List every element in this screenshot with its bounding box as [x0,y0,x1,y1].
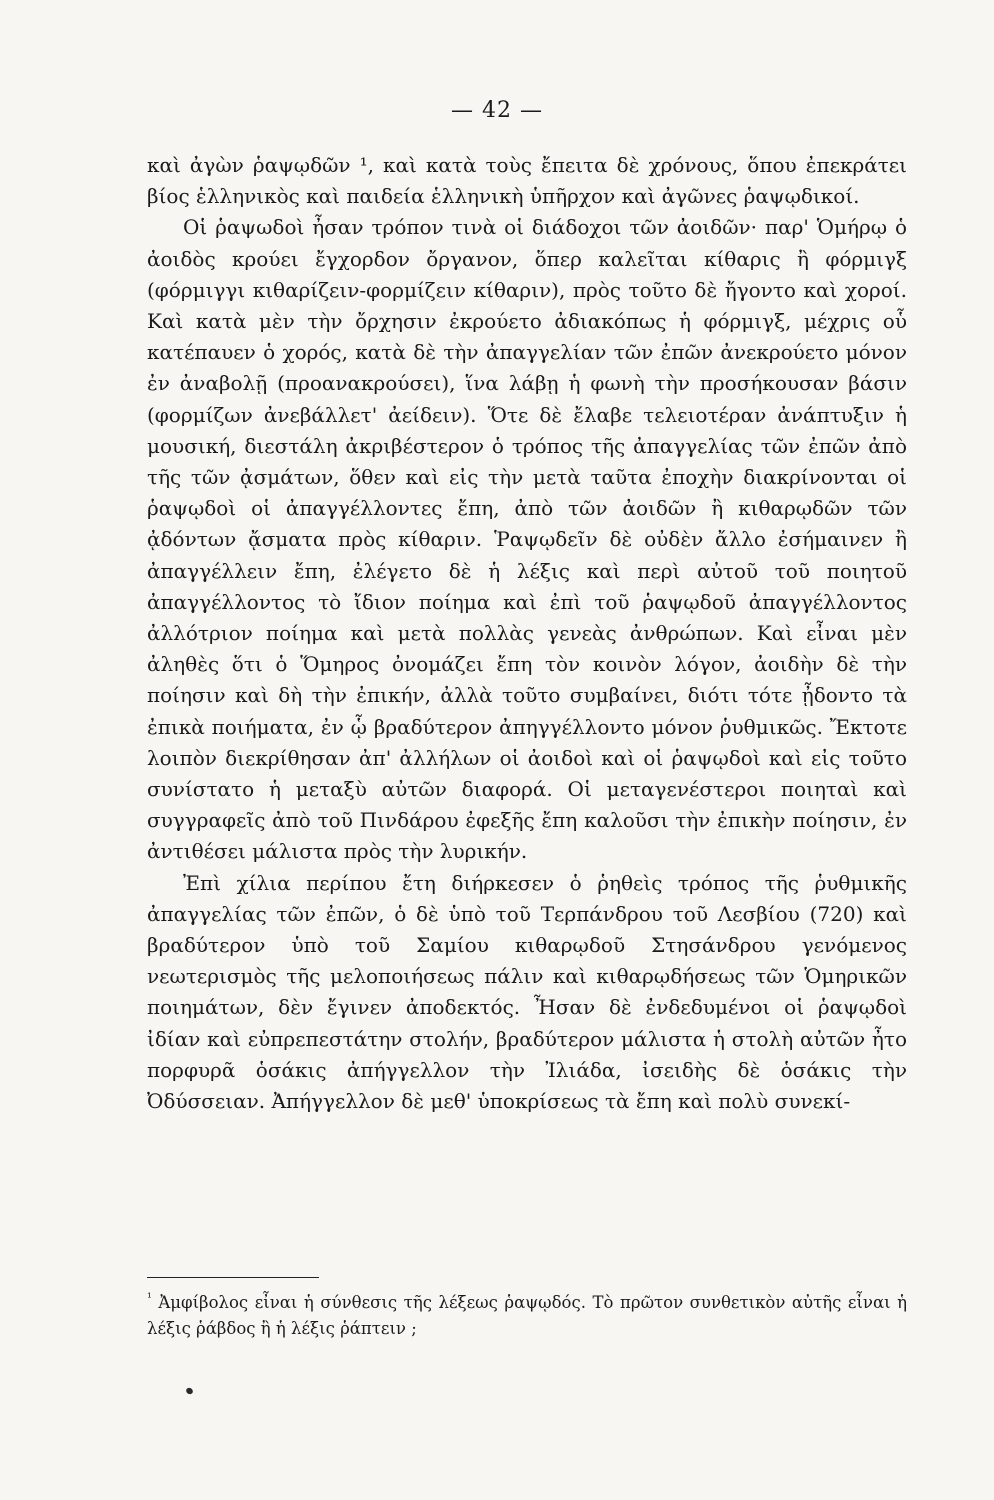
footnote-text: Ἀμφίβολος εἶναι ἡ σύνθεσις τῆς λέξεως ῥαψῳδός. Τὸ πρῶτον συνθετικὸν αὐτῆς εἶναι ἡ λέξις ῥάβδος ἢ ἡ λέξις ῥάπτειν ; [147,1293,907,1338]
page-number: — 42 — [451,98,543,123]
footnote-marker: ¹ [147,1290,152,1305]
footnote [147,1290,907,1342]
ink-speck [185,1387,194,1396]
paragraph: Ἐπὶ χίλια περίπου ἔτη διήρκεσεν ὁ ῥηθεὶς τρόπος τῆς ῥυθμικῆς ἀπαγγελίας τῶν ἐπῶν, ὁ δὲ ὑπὸ τοῦ Τερπάνδρου τοῦ Λεσβίου (720) καὶ βραδύτερον ὑπὸ τοῦ Σαμίου κιθαρῳδοῦ Στησάνδρου γενόμενος νεωτερισμὸς τῆς μελοποιήσεως πάλιν καὶ κιθαρῳδήσεως τῶν Ὁμηρικῶν ποιημάτων, δὲν ἔγινεν ἀποδεκτός. Ἦσαν δὲ ἐνδεδυμένοι οἱ ῥαψῳδοὶ ἰδίαν καὶ εὐπρεπεστάτην στολήν, βραδύτερον μάλιστα ἡ στολὴ αὐτῶν ἦτο πορφυρᾶ ὁσάκις ἀπήγγελλον τὴν Ἰλιάδα, ἰσειδὴς δὲ ὁσάκις τὴν Ὀδύσσειαν. Ἀπήγγελλον δὲ μεθ' ὑποκρίσεως τὰ ἔπη καὶ πολὺ συνεκί- [147,870,907,1114]
footnote-divider [147,1277,319,1278]
paragraph: καὶ ἀγὼν ῥαψῳδῶν ¹, καὶ κατὰ τοὺς ἔπειτα δὲ χρόνους, ὅπου ἐπεκράτει βίος ἑλληνικὸς καὶ παιδεία ἑλληνικὴ ὑπῆρχον καὶ ἀγῶνες ῥαψῳδικοί. [147,153,907,209]
paragraph: Οἱ ῥαψωδοὶ ἦσαν τρόπον τινὰ οἱ διάδοχοι τῶν ἀοιδῶν· παρ' Ὁμήρῳ ὁ ἀοιδὸς κρούει ἔγχορδον ὄργανον, ὅπερ καλεῖται κίθαρις ἢ φόρμιγξ (φόρμιγγι κιθαρίζειν-φορμίζειν κίθαριν), πρὸς τοῦτο δὲ ἤγοντο καὶ χοροί. Καὶ κατὰ μὲν τὴν ὄρχησιν ἐκρούετο ἀδιακόπως ἡ φόρμιγξ, μέχρις οὗ κατέπαυεν ὁ χορός, κατὰ δὲ τὴν ἀπαγγελίαν τῶν ἐπῶν ἀνεκρούετο μόνον ἐν ἀναβολῇ (προανακρούσει), ἵνα λάβῃ ἡ φωνὴ τὴν προσήκουσαν βάσιν (φορμίζων ἀνεβάλλετ' ἀείδειν). Ὅτε δὲ ἔλαβε τελειοτέραν ἀνάπτυξιν ἡ μουσική, διεστάλη ἀκριβέστερον ὁ τρόπος τῆς ἀπαγγελίας τῶν ἐπῶν ἀπὸ τῆς τῶν ᾀσμάτων, ὅθεν καὶ εἰς τὴν μετὰ ταῦτα ἐποχὴν διακρίνονται οἱ ῥαψῳδοὶ οἱ ἀπαγγέλλοντες ἔπη, ἀπὸ τῶν ἀοιδῶν ἢ κιθαρῳδῶν τῶν ᾀδόντων ᾄσματα πρὸς κίθαριν. Ῥαψῳδεῖν δὲ οὐδὲν ἄλλο ἐσήμαινεν ἢ ἀπαγγέλλειν ἔπη, ἐλέγετο δὲ ἡ λέξις καὶ περὶ αὐτοῦ τοῦ ποιητοῦ ἀπαγγέλλοντος τὸ ἴδιον ποίημα καὶ ἐπὶ τοῦ ῥαψῳδοῦ ἀπαγγέλλοντος ἀλλότριον ποίημα καὶ μετὰ πολλὰς γενεὰς ἀνθρώπων. Καὶ εἶναι μὲν ἀληθὲς ὅτι ὁ Ὅμηρος ὀνομάζει ἔπη τὸν κοινὸν λόγον, ἀοιδὴν δὲ τὴν ποίησιν καὶ δὴ τὴν ἐπικήν, ἀλλὰ τοῦτο συμβαίνει, διότι τότε ᾖδοντο τὰ ἐπικὰ ποιήματα, ἐν ᾧ βραδύτερον ἀπηγγέλλοντο μόνον ῥυθμικῶς. Ἔκτοτε λοιπὸν διεκρίθησαν ἀπ' ἀλλήλων οἱ ἀοιδοὶ καὶ οἱ ῥαψῳδοὶ καὶ εἰς τοῦτο συνίστατο ἡ μεταξὺ αὐτῶν διαφορά. Οἱ μεταγενέστεροι ποιηταὶ καὶ συγγραφεῖς ἀπὸ τοῦ Πινδάρου ἐφεξῆς ἔπη καλοῦσι τὴν ἐπικὴν ποίησιν, ἐν ἀντιθέσει μάλιστα πρὸς τὴν λυρικήν. [147,215,907,864]
body-text [147,150,907,1117]
